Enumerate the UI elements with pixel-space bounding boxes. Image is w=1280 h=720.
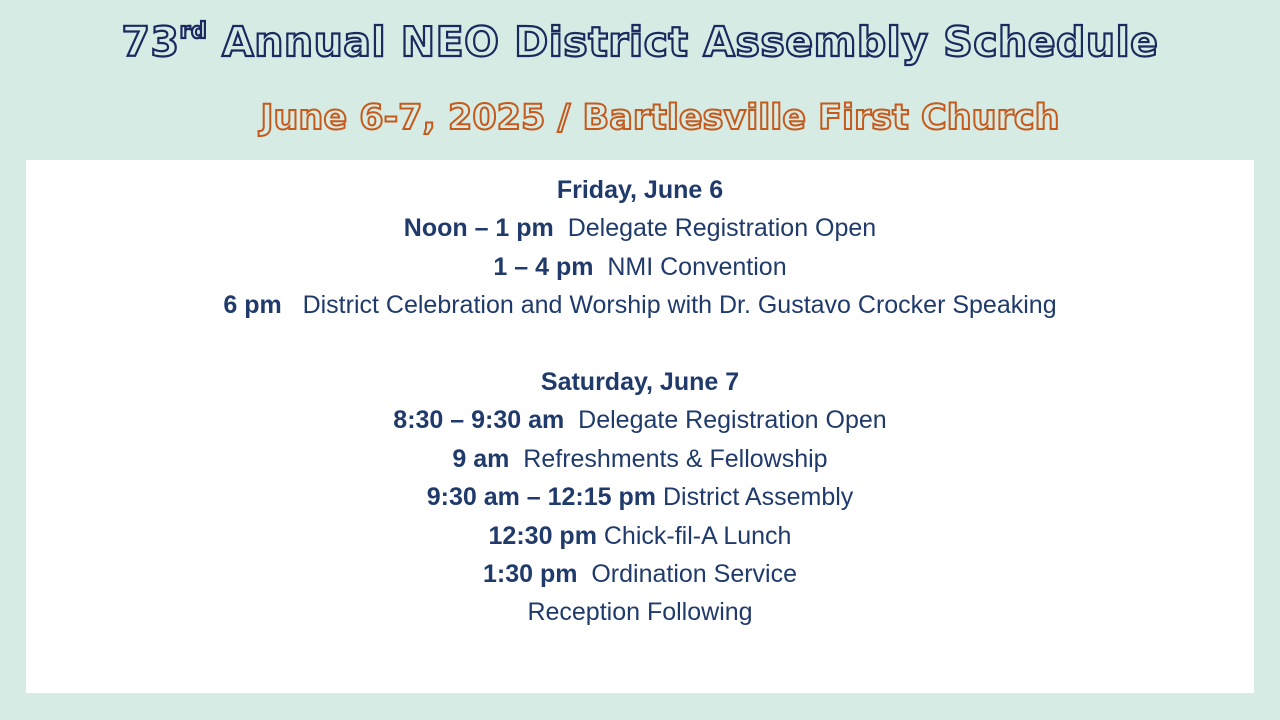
title-ordinal: rd [179,19,208,44]
page-subtitle: June 6-7, 2025 / Bartlesville First Church [260,98,1060,138]
schedule-time: Noon – 1 pm [403,214,554,243]
schedule-description: District Celebration and Worship with Dr. Gustavo Crocker Speaking [302,291,1057,320]
schedule-list [26,171,1254,632]
title-text: Annual NEO District Assembly Schedule [207,18,1159,66]
saturday-heading: Saturday, June 7 [540,367,740,396]
reception-note: Reception Following [527,598,753,627]
schedule-time: 1 – 4 pm [493,252,594,281]
schedule-time: 1:30 pm [482,559,578,588]
schedule-item [26,209,1254,247]
schedule-description: Ordination Service [591,559,798,588]
schedule-item [26,517,1254,555]
schedule-time: 9 am [452,444,510,473]
schedule-description: Refreshments & Fellowship [523,444,828,473]
schedule-description: District Assembly [662,483,854,512]
schedule-description: Delegate Registration Open [578,406,887,435]
schedule-description: NMI Convention [607,252,787,281]
schedule-panel [26,160,1254,693]
schedule-description: Delegate Registration Open [567,214,877,243]
schedule-time: 12:30 pm [488,521,597,550]
schedule-description: Chick-fil-A Lunch [603,521,792,550]
schedule-item [26,286,1254,324]
page-title [0,18,1280,66]
schedule-time: 6 pm [223,291,282,320]
friday-heading: Friday, June 6 [556,176,724,204]
spacer [26,325,1254,363]
title-number: 73 [121,18,180,66]
schedule-item [26,478,1254,516]
schedule-time: 8:30 – 9:30 am [393,406,565,435]
schedule-item [26,248,1254,286]
schedule-item [26,401,1254,439]
schedule-item [26,555,1254,593]
schedule-time: 9:30 am – 12:15 pm [426,483,657,512]
schedule-item [26,440,1254,478]
